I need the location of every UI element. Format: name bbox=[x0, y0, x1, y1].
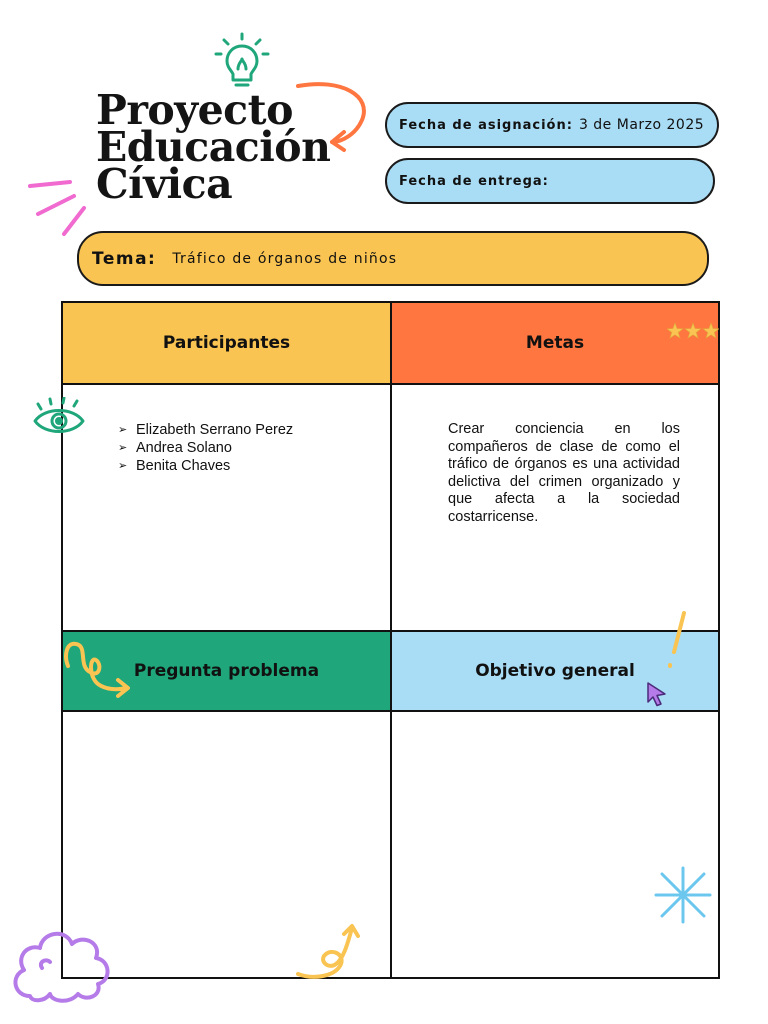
delivery-date-field[interactable] bbox=[385, 158, 715, 204]
list-arrow-icon: ➢ bbox=[118, 442, 128, 454]
snowflake-icon bbox=[650, 864, 716, 926]
title-line-1: Proyecto bbox=[96, 86, 293, 134]
column-divider bbox=[390, 303, 392, 977]
project-table bbox=[61, 301, 720, 979]
eye-icon bbox=[31, 397, 87, 441]
exclamation-icon bbox=[660, 608, 692, 672]
list-item bbox=[118, 421, 293, 439]
list-item bbox=[118, 457, 293, 475]
row-divider bbox=[63, 383, 718, 385]
topic-field[interactable] bbox=[77, 231, 709, 286]
assignment-date-field[interactable] bbox=[385, 102, 719, 148]
list-arrow-icon: ➢ bbox=[118, 460, 128, 472]
lightbulb-icon bbox=[206, 24, 278, 96]
title-line-2: Educación bbox=[96, 123, 331, 171]
sparkle-lines-icon bbox=[24, 176, 94, 246]
assignment-date-label: Fecha de asignación: bbox=[399, 117, 573, 133]
objective-header: Objetivo general bbox=[392, 632, 718, 710]
row-divider bbox=[63, 630, 718, 632]
participants-header: Participantes bbox=[63, 303, 390, 383]
question-header: Pregunta problema bbox=[63, 632, 390, 710]
list-arrow-icon: ➢ bbox=[118, 424, 128, 436]
cursor-icon bbox=[644, 680, 670, 708]
list-item bbox=[118, 439, 293, 457]
participant-name: Andrea Solano bbox=[136, 440, 232, 456]
squiggle-arrow-icon bbox=[62, 636, 134, 702]
participant-name: Benita Chaves bbox=[136, 458, 231, 474]
topic-value[interactable]: Tráfico de órganos de niños bbox=[172, 250, 398, 267]
title-line-3: Cívica bbox=[96, 160, 233, 208]
participant-name: Elizabeth Serrano Perez bbox=[136, 422, 294, 438]
topic-label: Tema: bbox=[92, 248, 157, 269]
stars-icon bbox=[667, 322, 719, 340]
cloud-icon bbox=[8, 922, 114, 1006]
assignment-date-value[interactable]: 3 de Marzo 2025 bbox=[578, 117, 705, 133]
goals-text: Crear conciencia en los compañeros de clase de como el tráfico de órganos es una actividad delictiva del crimen organizado y que afecta a la sociedad costarricense. bbox=[448, 421, 680, 525]
goals-header: Metas bbox=[392, 303, 718, 383]
delivery-date-label: Fecha de entrega: bbox=[399, 173, 549, 189]
spiral-arrow-icon bbox=[294, 920, 362, 982]
row-divider bbox=[63, 710, 718, 712]
curved-arrow-icon bbox=[292, 76, 376, 156]
participants-list bbox=[118, 421, 293, 475]
